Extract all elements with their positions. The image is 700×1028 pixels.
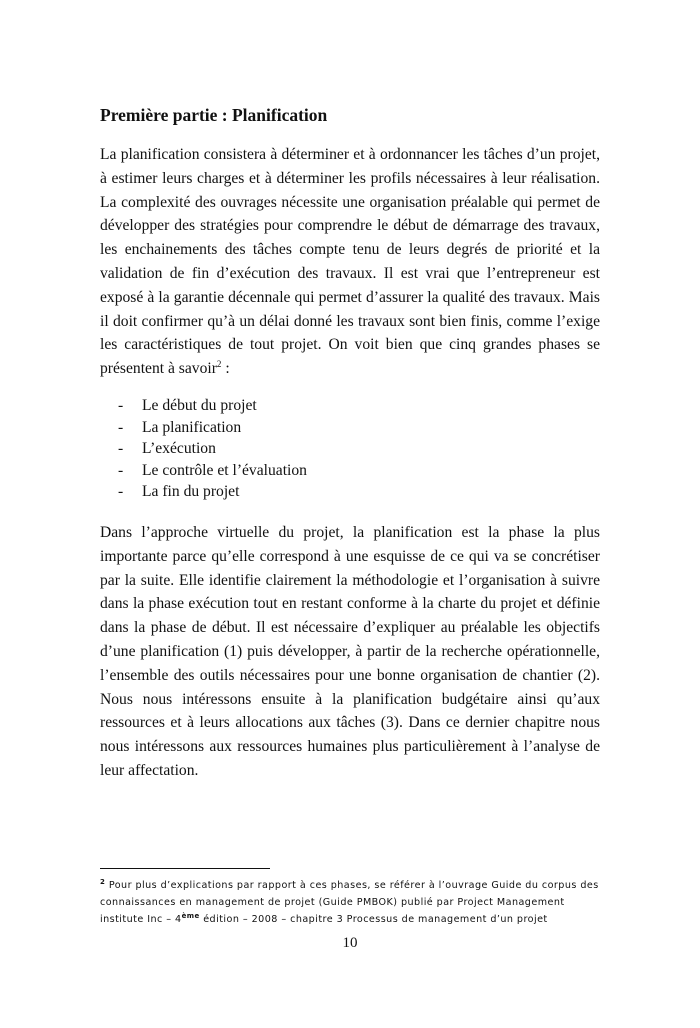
list-item bbox=[118, 395, 600, 417]
paragraph-planning: Dans l’approche virtuelle du projet, la planification est la phase la plus importante parce qu’elle correspond à une esquisse de ce qui va se concrétiser par la suite. Elle identifie clairement la méthodologie et l’organisation à suivre dans la phase exécution tout en restant conforme à la charte du projet et définie dans la phase de début. Il est nécessaire d’expliquer au préalable les objectifs d’une planification (1) puis développer, à partir de la recherche opérationnelle, l’ensemble des outils nécessaires pour une bonne organisation de chantier (2). Nous nous intéressons ensuite à la planification budgétaire ainsi qu’aux ressources et à leurs allocations aux tâches (3). Dans ce dernier chapitre nous nous intéressons aux ressources humaines plus particulièrement à l’analyse de leur affectation. bbox=[100, 523, 600, 779]
list-dash: - bbox=[118, 483, 124, 501]
footnote-text-start: Pour plus d’explications par rapport à ces phases, se référer à l’ouvrage Guide du corpus des connaissances en management de projet (Guide PMBOK) publié par Project Management institute Inc – 4 bbox=[100, 880, 599, 925]
footnote-edition-superscript: ème bbox=[181, 911, 200, 920]
list-item bbox=[118, 460, 600, 482]
footnote-reference[interactable]: 2 bbox=[216, 358, 222, 369]
paragraph-intro-text: La planification consistera à déterminer et à ordonnancer les tâches d’un projet, à estimer leurs charges et à déterminer les profils nécessaires à leur réalisation. La complexité des ouvrages nécessite une organisation préalable qui permet de développer des stratégies pour comprendre le début de démarrage des travaux, les enchainements des tâches compte tenu de leurs degrés de priorité et la validation de fin d’exécution des travaux. Il est vrai que l’entrepreneur est exposé à la garantie décennale qui permet d’assurer la qualité des travaux. Mais il doit confirmer qu’à un délai donné les travaux sont bien finis, comme l’exige les caractéristiques de tout projet. On voit bien que cinq grandes phases se présentent à savoir bbox=[100, 146, 600, 378]
list-item-label: La fin du projet bbox=[142, 483, 240, 501]
list-dash: - bbox=[118, 461, 124, 479]
footnote-separator bbox=[100, 868, 270, 869]
list-item bbox=[118, 417, 600, 439]
list-item bbox=[118, 438, 600, 460]
page-number: 10 bbox=[342, 935, 358, 951]
footnote-text-end: édition – 2008 – chapitre 3 Processus de management d’un projet bbox=[199, 914, 548, 925]
phase-list bbox=[118, 395, 600, 503]
footnote-marker: 2 bbox=[100, 877, 106, 886]
list-item-label: Le contrôle et l’évaluation bbox=[142, 461, 307, 479]
list-item-label: Le début du projet bbox=[142, 396, 257, 414]
list-dash: - bbox=[118, 418, 124, 436]
footnote bbox=[100, 877, 600, 928]
paragraph-intro-tail: : bbox=[221, 360, 230, 378]
list-dash: - bbox=[118, 396, 124, 414]
section-title: Première partie : Planification bbox=[100, 105, 328, 125]
list-item-label: La planification bbox=[142, 418, 242, 436]
list-dash: - bbox=[118, 440, 124, 458]
list-item bbox=[118, 481, 600, 503]
page-body bbox=[100, 103, 600, 783]
paragraph-intro bbox=[100, 143, 600, 381]
list-item-label: L’exécution bbox=[142, 440, 216, 458]
